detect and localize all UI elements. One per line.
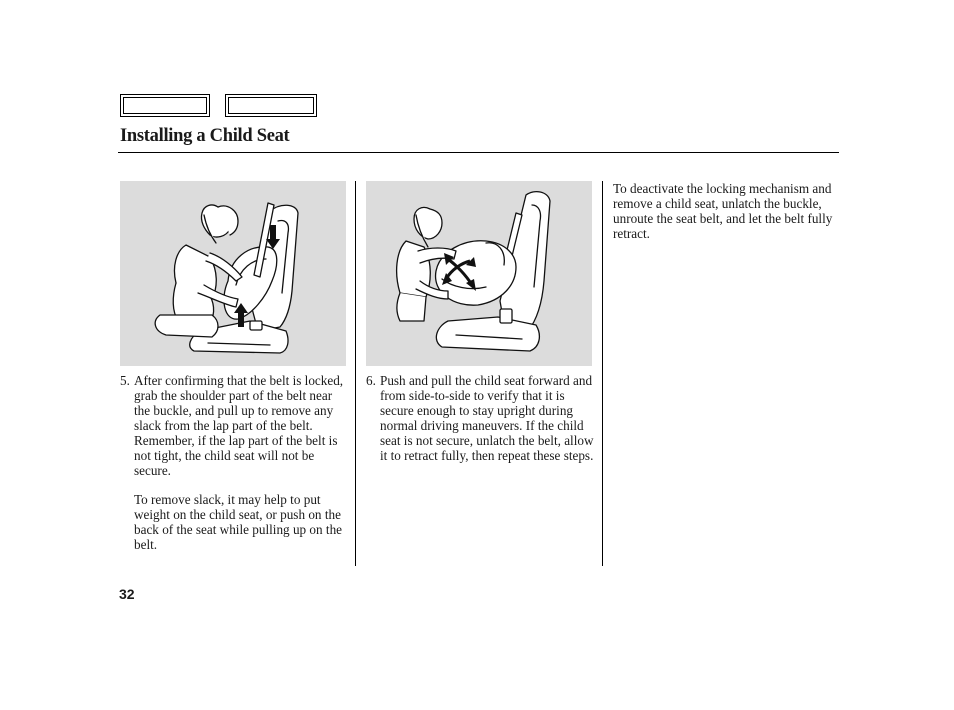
column-2-text xyxy=(366,373,594,463)
page-number: 32 xyxy=(119,586,135,602)
page-title: Installing a Child Seat xyxy=(120,126,290,146)
nav-tab-box-1[interactable] xyxy=(120,94,210,117)
column-divider-1 xyxy=(355,181,356,566)
step-number: 6. xyxy=(366,373,376,388)
step-6 xyxy=(366,373,594,463)
step-text: Push and pull the child seat forward and from side-to-side to verify that it is secure enough to stay upright during normal driving maneuvers. If the child seat is not secure, unlatch the belt, allow it to retract fully, then repeat these steps. xyxy=(380,373,594,463)
paragraph: To remove slack, it may help to put weight on the child seat, or push on the back of the seat while pulling up on the belt. xyxy=(134,492,343,552)
illustration-pull-belt-drawing xyxy=(120,181,346,366)
illustration-push-pull-seat xyxy=(366,181,592,366)
title-divider xyxy=(118,152,839,153)
step-5 xyxy=(120,373,346,478)
column-3-text xyxy=(613,181,839,241)
illustration-pull-belt xyxy=(120,181,346,366)
step-number: 5. xyxy=(120,373,130,388)
step-text: After confirming that the belt is locked, grab the shoulder part of the belt near the buckle, and pull up to remove any slack from the lap part of the belt. Remember, if the lap part of the belt is not tight, the child seat will not be secure. xyxy=(134,373,344,478)
column-1-text xyxy=(120,373,346,552)
illustration-push-pull-seat-drawing xyxy=(366,181,592,366)
nav-tab-box-2[interactable] xyxy=(225,94,317,117)
column-divider-2 xyxy=(602,181,603,566)
paragraph: To deactivate the locking mechanism and remove a child seat, unlatch the buckle, unroute the seat belt, and let the belt fully retract. xyxy=(613,181,833,241)
